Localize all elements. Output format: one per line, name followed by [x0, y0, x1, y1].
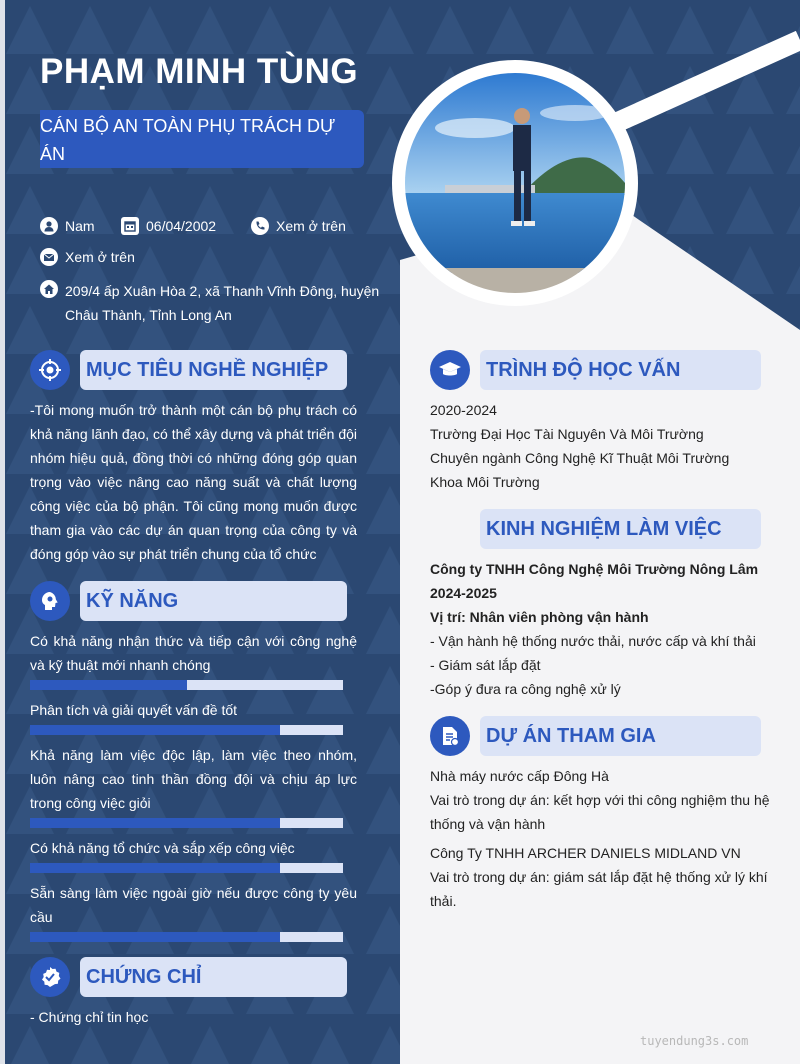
skill-bar-fill: [30, 818, 280, 828]
experience-company: Công ty TNHH Công Nghệ Môi Trường Nông Lâm: [430, 561, 759, 577]
candidate-name: PHẠM MINH TÙNG: [40, 52, 359, 91]
skill-item-1: [30, 629, 357, 677]
skill-bar-4: [30, 863, 343, 873]
project-1-name: Nhà máy nước cấp Đông Hà: [430, 768, 609, 784]
skill-label: Có khả năng nhận thức và tiếp cận với công nghệ và kỹ thuật mới nhanh chóng: [30, 633, 357, 673]
skill-label: Sẵn sàng làm việc ngoài giờ nếu được công ty yêu cầu: [30, 885, 357, 925]
skill-bar-3: [30, 818, 343, 828]
project-2-role: Vai trò trong dự án: giám sát lắp đặt hệ thống xử lý khí thải.: [430, 869, 768, 909]
education-school: Trường Đại Học Tài Nguyên Và Môi Trường: [430, 426, 704, 442]
profile-photo-frame: [392, 60, 638, 306]
target-icon: [30, 350, 70, 390]
watermark: tuyendung3s.com: [640, 1034, 749, 1048]
skill-label: Phân tích và giải quyết vấn đề tốt: [30, 702, 238, 718]
project-2-name: Công Ty TNHH ARCHER DANIELS MIDLAND VN: [430, 845, 741, 861]
document-icon: [430, 716, 470, 756]
skill-item-2: [30, 698, 357, 722]
skill-bar-fill: [30, 680, 187, 690]
skill-bar-fill: [30, 725, 280, 735]
gender-info: [40, 217, 95, 235]
experience-duty: - Vận hành hệ thống nước thải, nước cấp và khí thải: [430, 633, 756, 649]
skill-bar-2: [30, 725, 343, 735]
projects-title: DỰ ÁN THAM GIA: [480, 716, 761, 756]
skill-label: Khả năng làm việc độc lập, làm việc theo nhóm, luôn nâng cao tinh thần đồng đội và chịu áp lực trong công việc giỏi: [30, 747, 357, 811]
phone-value: Xem ở trên: [276, 218, 346, 234]
phone-icon: [251, 217, 269, 235]
certificate-item: - Chứng chỉ tin học: [30, 1009, 149, 1025]
phone-info: [251, 217, 346, 235]
education-major: Chuyên ngành Công Nghệ Kĩ Thuật Môi Trường: [430, 450, 730, 466]
email-icon: [40, 248, 58, 266]
skill-item-4: [30, 836, 357, 860]
skill-item-5: [30, 881, 357, 929]
certificates-title: CHỨNG CHỈ: [80, 957, 347, 997]
skill-bar-5: [30, 932, 343, 942]
experience-title: KINH NGHIỆM LÀM VIỆC: [480, 509, 761, 549]
education-title: TRÌNH ĐỘ HỌC VẤN: [480, 350, 761, 390]
email-info: [40, 248, 135, 266]
address-value: 209/4 ấp Xuân Hòa 2, xã Thanh Vĩnh Đông, huyện Châu Thành, Tỉnh Long An: [65, 283, 380, 323]
dob-value: 06/04/2002: [146, 218, 217, 234]
dob-info: [121, 217, 216, 235]
skill-item-3: [30, 743, 357, 815]
experience-position: Vị trí: Nhân viên phòng vận hành: [430, 609, 649, 625]
experience-duty: -Góp ý đưa ra công nghệ xử lý: [430, 681, 621, 697]
skill-bar-1: [30, 680, 343, 690]
objective-title: MỤC TIÊU NGHỀ NGHIỆP: [80, 350, 347, 390]
brain-icon: [30, 581, 70, 621]
email-value: Xem ở trên: [65, 249, 135, 265]
education-years: 2020-2024: [430, 402, 497, 418]
skill-bar-fill: [30, 863, 280, 873]
gender-value: Nam: [65, 218, 95, 234]
calendar-icon: [121, 217, 139, 235]
experience-duty: - Giám sát lắp đặt: [430, 657, 541, 673]
skill-bar-fill: [30, 932, 280, 942]
project-1-role: Vai trò trong dự án: kết hợp với thi công nghiệm thu hệ thống và vận hành: [430, 792, 770, 832]
education-faculty: Khoa Môi Trường: [430, 474, 540, 490]
profile-photo: [405, 73, 625, 293]
objective-text: -Tôi mong muốn trở thành một cán bộ phụ trách có khả năng lãnh đạo, có thể xây dựng và phát triển đội nhóm hiệu quả, đồng thời có những đóng góp quan trọng vào việc nâng cao năng suất và chất lượng công việc của bộ phận. Tôi cũng mong muốn được tham gia vào các dự án quan trọng của công ty và đóng góp vào sự phát triển chung của tổ chức: [30, 402, 357, 562]
skills-title: KỸ NĂNG: [80, 581, 347, 621]
badge-check-icon: [30, 957, 70, 997]
experience-period: 2024-2025: [430, 585, 497, 601]
home-icon: [40, 280, 58, 298]
job-title: CÁN BỘ AN TOÀN PHỤ TRÁCH DỰ ÁN: [40, 110, 364, 168]
skill-label: Có khả năng tổ chức và sắp xếp công việc: [30, 840, 295, 856]
person-icon: [40, 217, 58, 235]
graduation-cap-icon: [430, 350, 470, 390]
